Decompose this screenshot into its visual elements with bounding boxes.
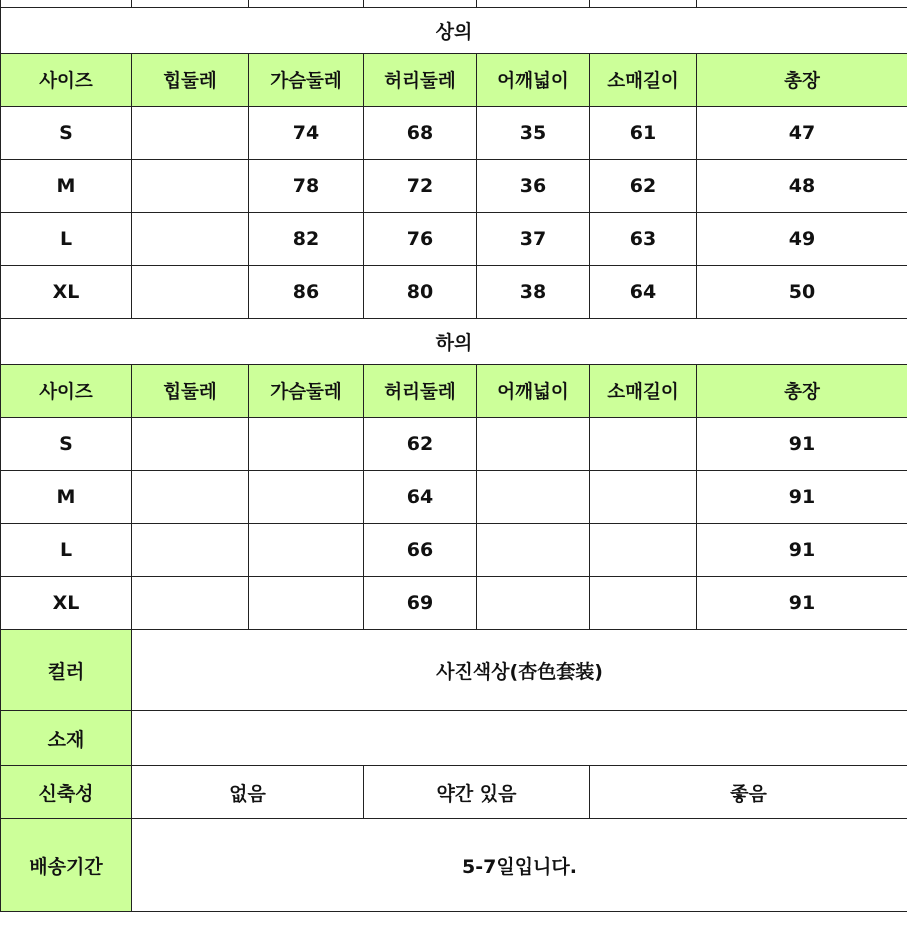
stretch-option-some: 약간 있음: [364, 766, 590, 819]
waist-cell: 62: [364, 418, 477, 471]
length-cell: 50: [697, 266, 907, 319]
sleeve-cell: 63: [590, 213, 697, 266]
hip-cell: [132, 266, 249, 319]
table-row: [1, 418, 907, 471]
shoulder-cell: [477, 577, 590, 630]
shoulder-cell: 38: [477, 266, 590, 319]
table-row: [1, 107, 907, 160]
stretch-option-none: 없음: [132, 766, 364, 819]
section-title-bottom: 하의: [1, 319, 907, 365]
color-value: 사진색상(杏色套装): [132, 630, 907, 711]
color-label: 컬러: [1, 630, 132, 711]
size-cell: XL: [1, 577, 132, 630]
col-header-shoulder: 어깨넓이: [477, 365, 590, 418]
table-row: [1, 524, 907, 577]
hip-cell: [132, 418, 249, 471]
cut-off-row: [1, 0, 907, 8]
chest-cell: 74: [249, 107, 364, 160]
col-header-length: 총장: [697, 365, 907, 418]
section-title-top: 상의: [1, 8, 907, 54]
table-row: [1, 266, 907, 319]
waist-cell: 68: [364, 107, 477, 160]
chest-cell: 86: [249, 266, 364, 319]
material-row: [1, 711, 907, 766]
header-row-top: [1, 54, 907, 107]
waist-cell: 72: [364, 160, 477, 213]
hip-cell: [132, 524, 249, 577]
col-header-waist: 허리둘레: [364, 54, 477, 107]
hip-cell: [132, 471, 249, 524]
chest-cell: [249, 471, 364, 524]
shipping-row: [1, 819, 907, 912]
sleeve-cell: [590, 524, 697, 577]
shoulder-cell: 37: [477, 213, 590, 266]
shoulder-cell: 36: [477, 160, 590, 213]
shipping-label: 배송기간: [1, 819, 132, 912]
col-header-hip: 힙둘레: [132, 54, 249, 107]
chest-cell: 78: [249, 160, 364, 213]
size-cell: S: [1, 107, 132, 160]
col-header-sleeve: 소매길이: [590, 365, 697, 418]
waist-cell: 76: [364, 213, 477, 266]
chest-cell: [249, 524, 364, 577]
table-row: [1, 213, 907, 266]
waist-cell: 80: [364, 266, 477, 319]
color-row: [1, 630, 907, 711]
col-header-waist: 허리둘레: [364, 365, 477, 418]
col-header-hip: 힙둘레: [132, 365, 249, 418]
sleeve-cell: [590, 471, 697, 524]
hip-cell: [132, 107, 249, 160]
sleeve-cell: [590, 418, 697, 471]
size-cell: XL: [1, 266, 132, 319]
length-cell: 47: [697, 107, 907, 160]
col-header-shoulder: 어깨넓이: [477, 54, 590, 107]
material-value: [132, 711, 907, 766]
length-cell: 48: [697, 160, 907, 213]
col-header-chest: 가슴둘레: [249, 54, 364, 107]
sleeve-cell: 61: [590, 107, 697, 160]
size-cell: M: [1, 160, 132, 213]
section-row-bottom: [1, 319, 907, 365]
waist-cell: 69: [364, 577, 477, 630]
sleeve-cell: [590, 577, 697, 630]
table-row: [1, 160, 907, 213]
shoulder-cell: [477, 524, 590, 577]
length-cell: 91: [697, 418, 907, 471]
chest-cell: [249, 577, 364, 630]
shoulder-cell: [477, 418, 590, 471]
stretch-label: 신축성: [1, 766, 132, 819]
shoulder-cell: 35: [477, 107, 590, 160]
header-row-bottom: [1, 365, 907, 418]
stretch-option-good: 좋음: [590, 766, 907, 819]
size-cell: L: [1, 524, 132, 577]
chest-cell: 82: [249, 213, 364, 266]
col-header-chest: 가슴둘레: [249, 365, 364, 418]
waist-cell: 66: [364, 524, 477, 577]
material-label: 소재: [1, 711, 132, 766]
shoulder-cell: [477, 471, 590, 524]
hip-cell: [132, 160, 249, 213]
sleeve-cell: 64: [590, 266, 697, 319]
waist-cell: 64: [364, 471, 477, 524]
hip-cell: [132, 577, 249, 630]
col-header-size: 사이즈: [1, 365, 132, 418]
shipping-value: 5-7일입니다.: [132, 819, 907, 912]
size-cell: S: [1, 418, 132, 471]
stretch-row: [1, 766, 907, 819]
col-header-length: 총장: [697, 54, 907, 107]
length-cell: 91: [697, 471, 907, 524]
length-cell: 91: [697, 577, 907, 630]
table-row: [1, 577, 907, 630]
col-header-sleeve: 소매길이: [590, 54, 697, 107]
sleeve-cell: 62: [590, 160, 697, 213]
section-row-top: [1, 8, 907, 54]
length-cell: 91: [697, 524, 907, 577]
table-row: [1, 471, 907, 524]
col-header-size: 사이즈: [1, 54, 132, 107]
length-cell: 49: [697, 213, 907, 266]
size-cell: M: [1, 471, 132, 524]
size-cell: L: [1, 213, 132, 266]
hip-cell: [132, 213, 249, 266]
chest-cell: [249, 418, 364, 471]
